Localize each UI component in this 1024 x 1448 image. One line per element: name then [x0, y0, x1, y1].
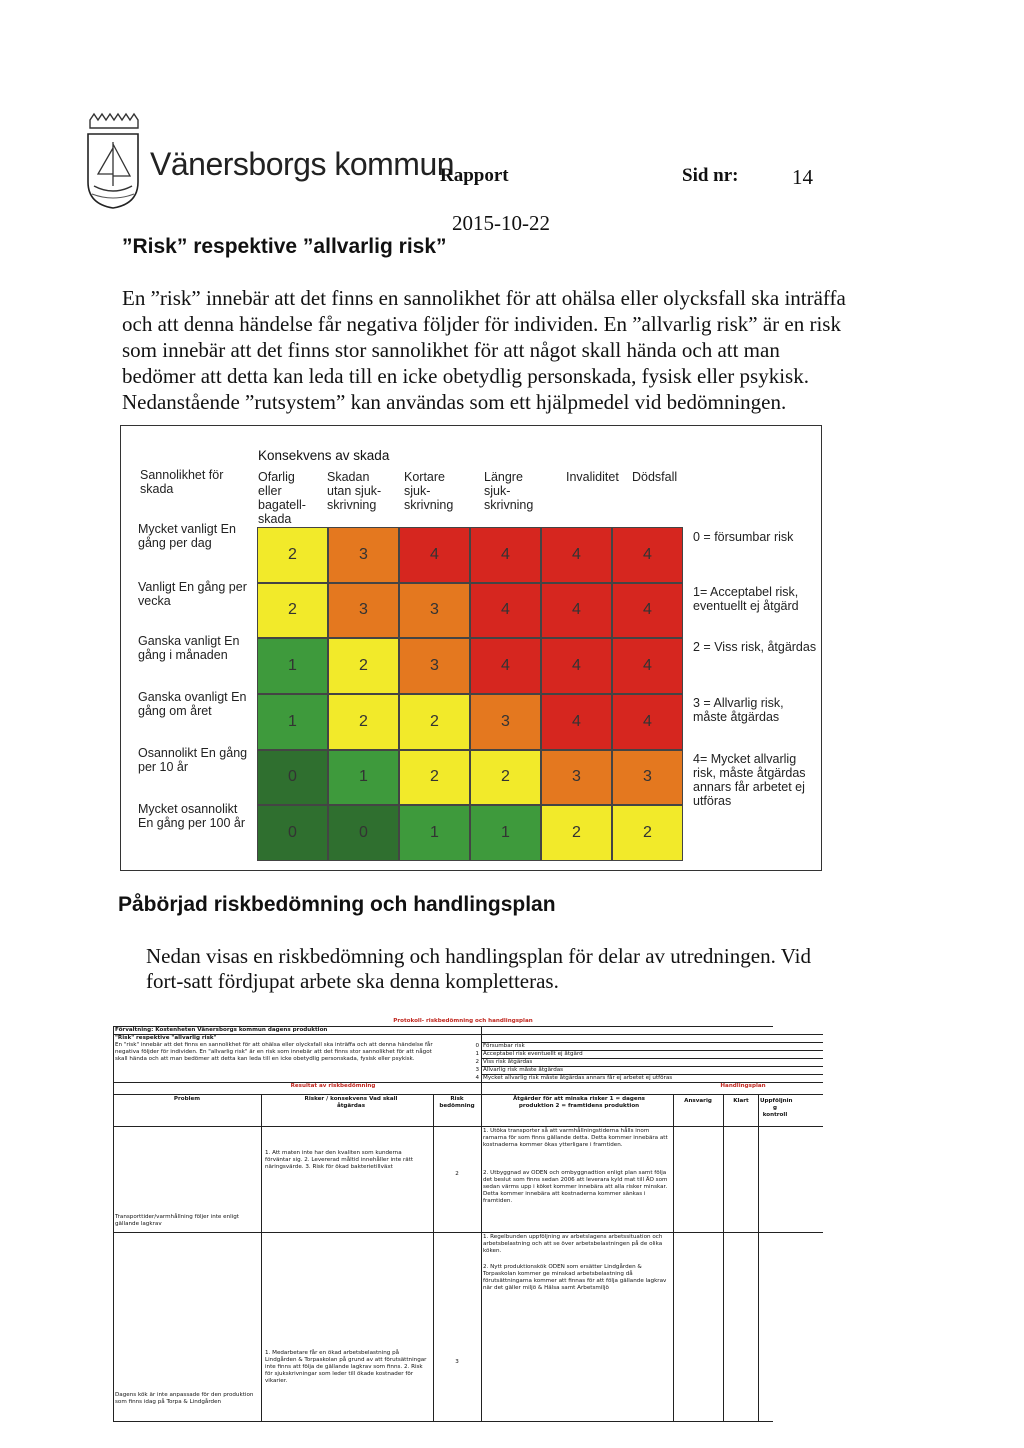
- risk-cell: 3: [328, 583, 399, 639]
- risk-matrix-grid: [257, 527, 683, 861]
- protocol-forvaltning: Förvaltning: Kostenheten Vänersborgs kommun dagens produktion: [115, 1027, 328, 1033]
- risk-cell: 2: [257, 583, 328, 639]
- consequence-header: Skadan utan sjuk-skrivning: [327, 470, 382, 512]
- legend-item: 0 = försumbar risk: [693, 530, 794, 544]
- risk-cell: 3: [399, 583, 470, 639]
- consequence-header: Dödsfall: [632, 470, 678, 484]
- protocol-title: Protokoll- riskbedömning och handlingsplan: [393, 1018, 533, 1024]
- report-date: 2015-10-22: [452, 211, 550, 235]
- protocol-table: [113, 1018, 823, 1422]
- risk-cell: 1: [328, 750, 399, 806]
- legend-item: 2 = Viss risk, åtgärdas: [693, 640, 817, 654]
- col-header-risks: Risker / konsekvens Vad skall åtgärdas: [304, 1096, 398, 1109]
- risk-cell: 1: [470, 805, 541, 861]
- row-risks: 1. Medarbetare får en ökad arbetsbelastning på Lindgården & Torpaskolan på grund av att förutsättningar inte finns att följa de gällande lagkrav som finns. 2. Risk för sjukskrivningar som leder till ökade kostnader för vikarier.: [265, 1350, 427, 1384]
- probability-row-label: Mycket osannolikt En gång per 100 år: [138, 802, 246, 830]
- risk-cell: 4: [612, 583, 683, 639]
- risk-cell: 0: [257, 805, 328, 861]
- consequence-header: Ofarlig eller bagatell-skada: [258, 470, 306, 526]
- risk-cell: 3: [399, 638, 470, 694]
- scale-text: Viss risk åtgärdas: [483, 1059, 533, 1065]
- scale-level: 1: [475, 1051, 479, 1057]
- scale-text: Mycket allvarlig risk måste åtgärdas annars får ej arbetet ej utföras: [483, 1075, 673, 1081]
- row-problem: Dagens kök är inte anpassade för den produktion som finns idag på Torpa & Lindgården: [115, 1392, 254, 1405]
- col-header-problem: Problem: [173, 1096, 201, 1102]
- row-risks: 1. Att maten inte har den kvaliten som kunderna förväntar sig. 2. Levererad måltid innehåller inte rätt näringsvärde. 3. Risk för ökad bakterietillväxt: [265, 1150, 414, 1170]
- risk-cell: 4: [470, 527, 541, 583]
- risk-cell: 3: [328, 527, 399, 583]
- risk-cell: 4: [612, 694, 683, 750]
- risk-cell: 2: [612, 805, 683, 861]
- risk-cell: 1: [257, 638, 328, 694]
- page-number-label: Sid nr:: [682, 165, 739, 186]
- row-problem: Transporttider/varmhållning följer inte enligt gällande lagkrav: [115, 1214, 239, 1227]
- scale-level: 4: [475, 1075, 479, 1081]
- scale-text: Försumbar risk: [483, 1043, 525, 1049]
- risk-cell: 2: [541, 805, 612, 861]
- col-header-risk-score: Risk bedömning: [439, 1096, 475, 1109]
- row-actions-1: 1. Utöka transporter så att varmhållningstiderna hålls inom ramarna för som finns gällande detta. Detta kommer innebära att kostnaderna kommer ökas ytterligare i framtiden.: [483, 1128, 668, 1148]
- risk-cell: 4: [541, 583, 612, 639]
- row-risk-score: 3: [455, 1359, 459, 1365]
- risk-cell: 0: [257, 750, 328, 806]
- probability-header: Sannolikhet för skada: [140, 468, 224, 496]
- row-actions-2: 2. Utbyggnad av ODEN och ombyggnadtion enligt plan samt följa det beslut som finns sedan 2006 att leverara kyld mat till ÄO som sedan värms upp i köket kommer innebära att alla risker minskar. Detta kommer innebära att kostnaderna kommer sänkas i framtiden.: [483, 1170, 668, 1204]
- risk-cell: 2: [399, 694, 470, 750]
- municipality-crest-logo: [84, 112, 142, 210]
- intro-paragraph: En ”risk” innebär att det finns en sannolikhet för att ohälsa eller olycksfall ska inträffa och att denna händelse får negativa följder för individen. En ”allvarlig risk” är en risk som innebär att det finns stor sannolikhet för att något skall hända och att man bedömer att detta kan leda till en icke obetydlig personskada, fysisk eller psykisk. Nedanstående ”rutsystem” kan användas som ett hjälpmedel vid bedömningen.: [122, 286, 846, 414]
- risk-cell: 2: [328, 638, 399, 694]
- risk-cell: 2: [399, 750, 470, 806]
- risk-cell: 3: [470, 694, 541, 750]
- risk-cell: 2: [470, 750, 541, 806]
- risk-cell: 3: [541, 750, 612, 806]
- consequence-header: Invaliditet: [566, 470, 619, 484]
- row-risk-score: 2: [455, 1171, 459, 1177]
- section-title: ”Risk” respektive ”allvarlig risk”: [122, 235, 447, 258]
- page-number: 14: [792, 165, 813, 189]
- probability-row-label: Vanligt En gång per vecka: [138, 580, 247, 608]
- risk-cell: 4: [541, 638, 612, 694]
- probability-row-label: Osannolikt En gång per 10 år: [138, 746, 248, 774]
- report-label: Rapport: [440, 165, 509, 186]
- consequence-title: Konsekvens av skada: [258, 448, 390, 463]
- risk-cell: 1: [257, 694, 328, 750]
- scale-text: Acceptabel risk eventuellt ej åtgärd: [483, 1051, 583, 1057]
- plan-label: Handlingsplan: [720, 1083, 766, 1089]
- risk-cell: 0: [328, 805, 399, 861]
- risk-cell: 4: [612, 527, 683, 583]
- result-label: Resultat av riskbedömning: [290, 1083, 376, 1089]
- risk-cell: 2: [257, 527, 328, 583]
- protocol-risk-title: "Risk" respektive "allvarlig risk": [115, 1035, 217, 1041]
- scale-level: 0: [475, 1043, 479, 1049]
- scale-level: 3: [475, 1067, 479, 1073]
- col-header-followup: Uppföljnin g kontroll: [760, 1098, 793, 1118]
- section2-title: Påbörjad riskbedömning och handlingsplan: [118, 893, 556, 916]
- risk-cell: 3: [612, 750, 683, 806]
- col-header-actions: Åtgärder för att minska risker 1 = dagens produktion 2 = framtidens produktion: [512, 1096, 646, 1109]
- probability-row-label: Mycket vanligt En gång per dag: [138, 522, 236, 550]
- legend-item: 1= Acceptabel risk, eventuellt ej åtgärd: [693, 585, 799, 613]
- probability-row-label: Ganska ovanligt En gång om året: [138, 690, 247, 718]
- risk-cell: 4: [470, 638, 541, 694]
- scale-text: Allvarlig risk måste åtgärdas: [483, 1067, 564, 1073]
- consequence-header: Längre sjuk-skrivning: [484, 470, 534, 512]
- col-header-done: Klart: [733, 1098, 749, 1104]
- risk-cell: 4: [399, 527, 470, 583]
- legend-item: 3 = Allvarlig risk, måste åtgärdas: [693, 696, 784, 724]
- risk-cell: 4: [612, 638, 683, 694]
- scale-level: 2: [475, 1059, 479, 1065]
- col-header-responsible: Ansvarig: [684, 1098, 712, 1104]
- municipality-name: Vänersborgs kommun: [150, 146, 455, 182]
- probability-row-label: Ganska vanligt En gång i månaden: [138, 634, 240, 662]
- row-actions-1: 1. Regelbunden uppföljning av arbetslagens arbetssituation och arbetsbelastning och att se över arbetsbelastningen på de olika köken.: [483, 1234, 663, 1254]
- risk-cell: 4: [541, 694, 612, 750]
- section2-paragraph: Nedan visas en riskbedömning och handlingsplan för delar av utredningen. Vid fort-satt fördjupat arbete ska denna kompletteras.: [146, 944, 811, 993]
- row-actions-2: 2. Nytt produktionskök ODEN som ersätter Lindgården & Torpaskolan kommer ge minskad arbetsbelastning då förutsättningarna kommer att finnas för att följa gällande lagkrav när det gäller miljö & Hälsa samt Arbetsmiljö: [483, 1264, 667, 1291]
- risk-cell: 2: [328, 694, 399, 750]
- protocol-risk-text: En "risk" innebär att det finns en sannolikhet för att ohälsa eller olycksfall ska inträffa och att denna händelse får negativa följder för individen. En "allvarlig risk" är en risk som innebär att det finns stor sannolikhet för att något skall hända och att man bedömer att detta kan leda till en icke obetydlig personskada, fysisk eller psykisk.: [115, 1042, 433, 1062]
- legend-item: 4= Mycket allvarlig risk, måste åtgärdas annars får arbetet ej utföras: [693, 752, 806, 808]
- risk-cell: 1: [399, 805, 470, 861]
- risk-cell: 4: [541, 527, 612, 583]
- consequence-header: Kortare sjuk-skrivning: [404, 470, 454, 512]
- risk-cell: 4: [470, 583, 541, 639]
